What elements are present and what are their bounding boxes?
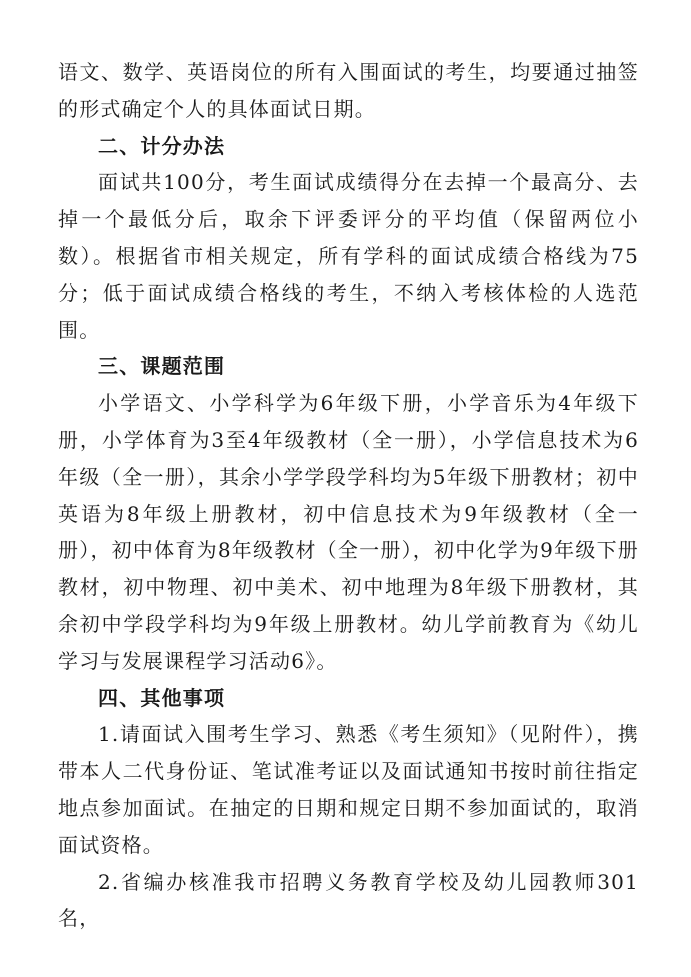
paragraph-other-matters-1: 1.请面试入围考生学习、熟悉《考生须知》（见附件），携带本人二代身份证、笔试准考证以及面试通知书按时前往指定地点参加面试。在抽定的日期和规定日期不参加面试的，取消面试资格。 — [58, 722, 639, 857]
section-heading-scoring: 二、计分办法 — [98, 133, 226, 158]
paragraph-scoring: 面试共100分，考生面试成绩得分在去掉一个最高分、去掉一个最低分后，取余下评委评分的平均值（保留两位小数）。根据省市相关规定，所有学科的面试成绩合格线为75分；低于面试成绩合格线的考生，不纳入考核体检的人选范围。 — [58, 170, 639, 342]
paragraph-interview-lottery: 语文、数学、英语岗位的所有入围面试的考生，均要通过抽签的形式确定个人的具体面试日期。 — [58, 60, 639, 121]
paragraph-topic-scope: 小学语文、小学科学为6年级下册，小学音乐为4年级下册，小学体育为3至4年级教材（全一册），小学信息技术为6年级（全一册），其余小学学段学科均为5年级下册教材；初中英语为8年级上册教材，初中信息技术为9年级教材（全一册），初中体育为8年级教材（全一册），初中化学为9年级下册教材，初中物理、初中美术、初中地理为8年级下册教材，其余初中学段学科均为9年级上册教材。幼儿学前教育为《幼儿学习与发展课程学习活动6》。 — [58, 391, 639, 673]
paragraph-other-matters-2: 2.省编办核准我市招聘义务教育学校及幼儿园教师301名， — [58, 869, 639, 931]
section-heading-topic-scope: 三、课题范围 — [98, 354, 226, 379]
section-heading-other-matters: 四、其他事项 — [98, 685, 226, 710]
